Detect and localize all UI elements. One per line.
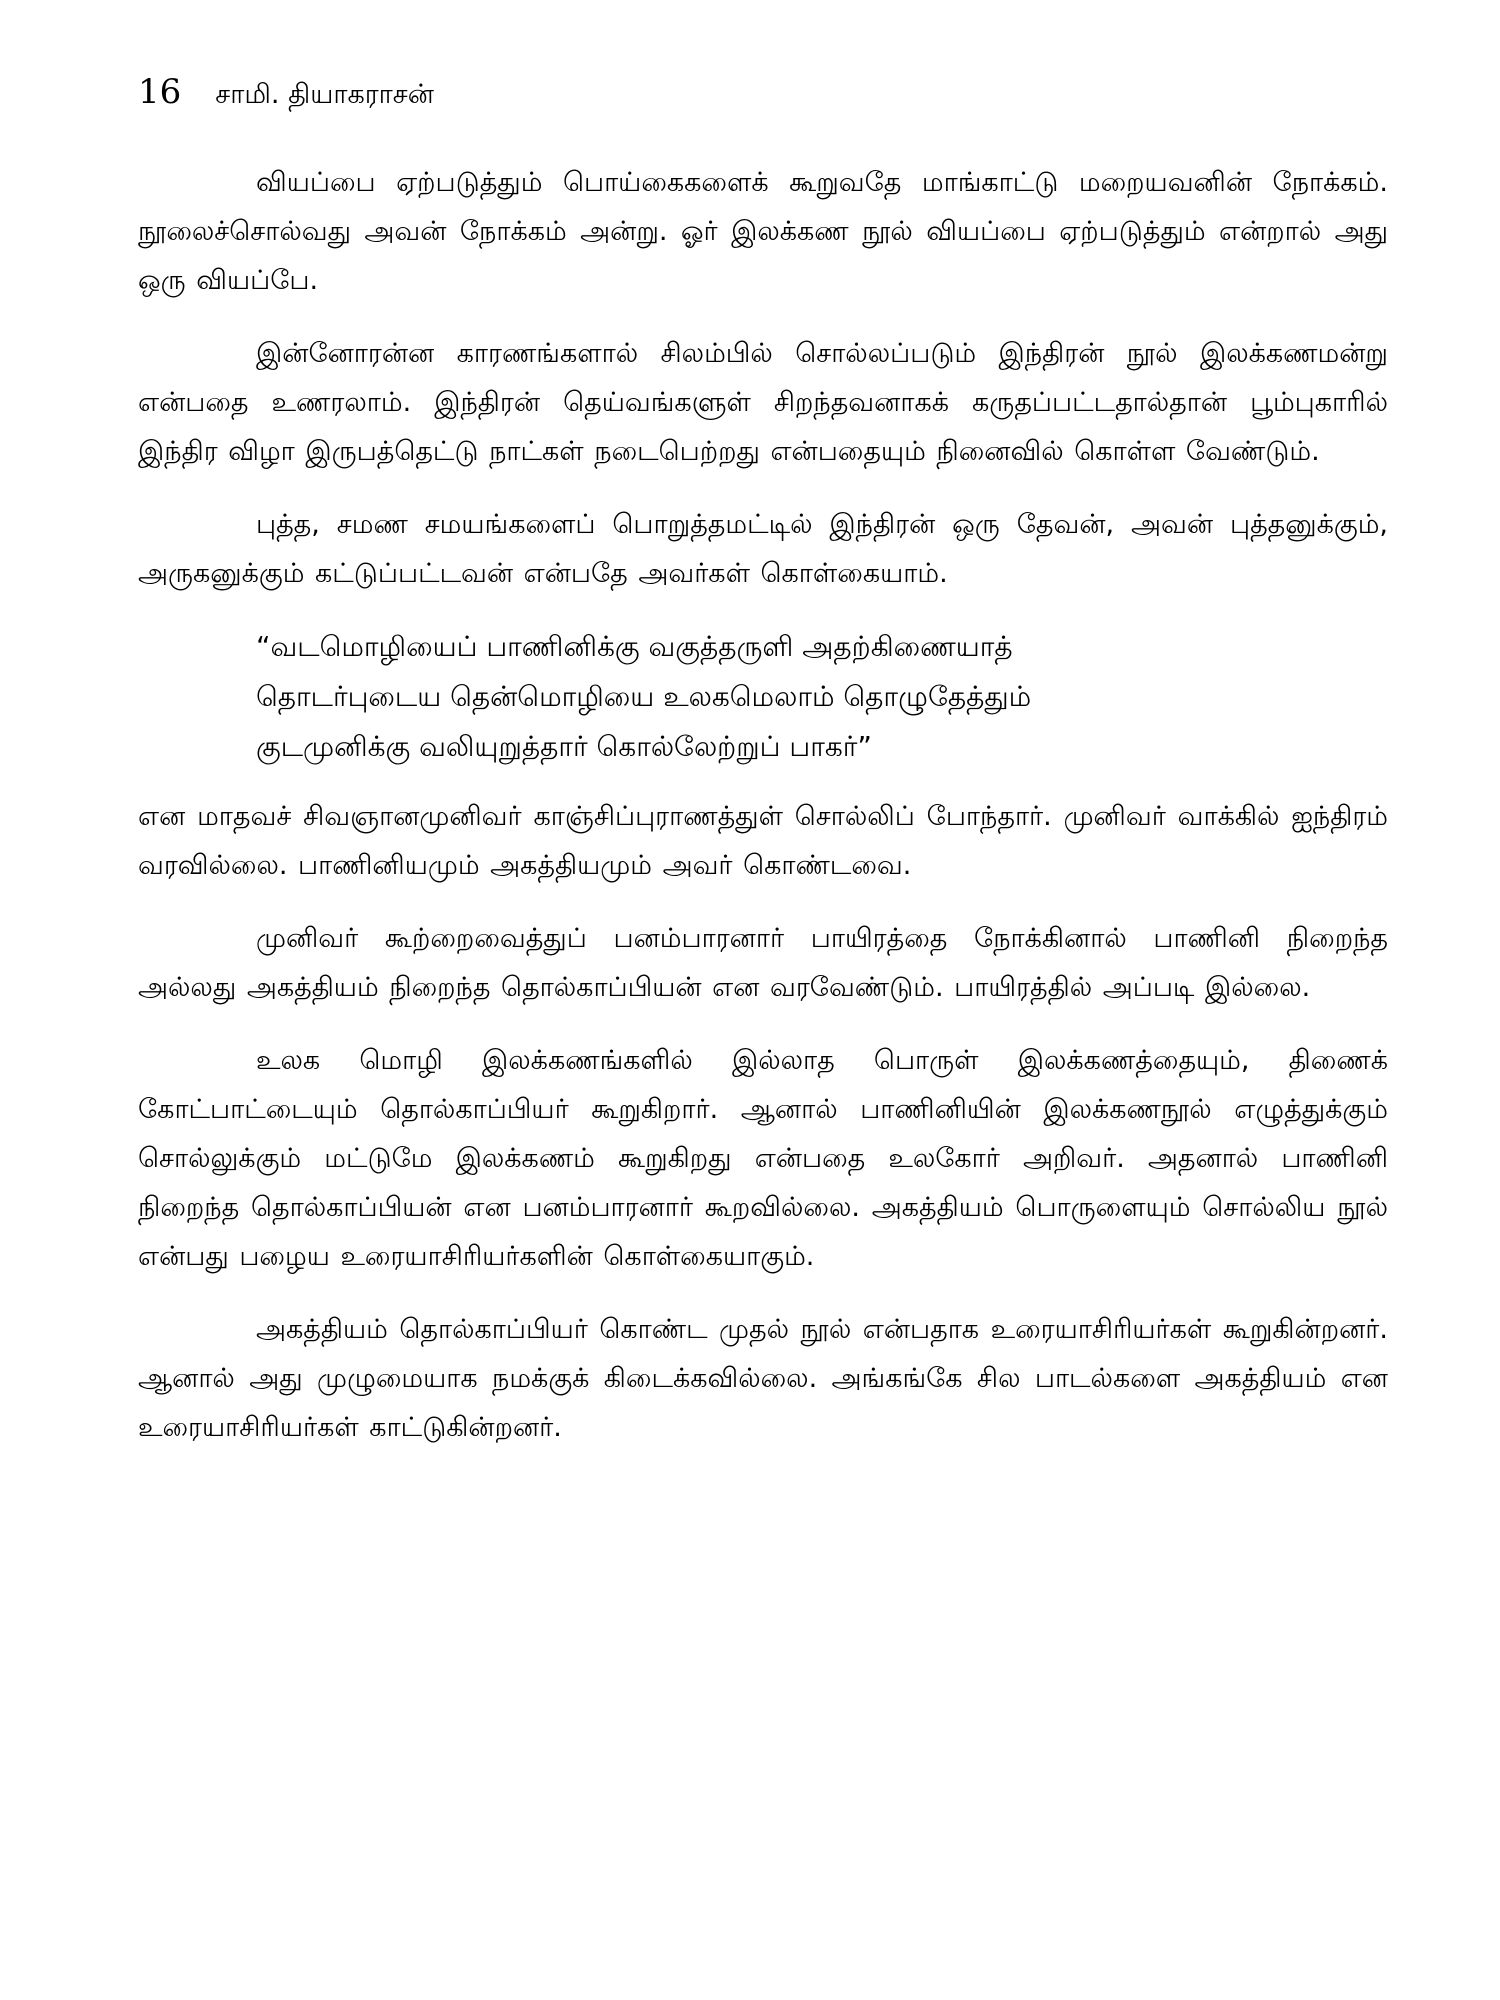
paragraph: புத்த, சமண சமயங்களைப் பொறுத்தமட்டில் இந்திரன் ஒரு தேவன், அவன் புத்தனுக்கும், அருகனுக்கும் கட்டுப்பட்டவன் என்பதே அவர்கள் கொள்கையாம்.	[138, 509, 1388, 589]
page-header	[138, 72, 434, 122]
running-head: சாமி. தியாகராசன்	[215, 79, 434, 110]
page-number: 16	[138, 72, 182, 112]
paragraph: அகத்தியம் தொல்காப்பியர் கொண்ட முதல் நூல் என்பதாக உரையாசிரியர்கள் கூறுகின்றனர். ஆனால் அது முழுமையாக நமக்குக் கிடைக்கவில்லை. அங்கங்கே சில பாடல்களை அகத்தியம் என உரையாசிரியர்கள் காட்டுகின்றனர்.	[138, 1314, 1388, 1443]
paragraph: இன்னோரன்ன காரணங்களால் சிலம்பில் சொல்லப்படும் இந்திரன் நூல் இலக்கணமன்று என்பதை உணரலாம். இந்திரன் தெய்வங்களுள் சிறந்தவனாகக் கருதப்பட்டதால்தான் பூம்புகாரில் இந்திர விழா இருபத்தெட்டு நாட்கள் நடைபெற்றது என்பதையும் நினைவில் கொள்ள வேண்டும்.	[138, 338, 1388, 467]
paragraph: உலக மொழி இலக்கணங்களில் இல்லாத பொருள் இலக்கணத்தையும், திணைக் கோட்பாட்டையும் தொல்காப்பியர் கூறுகிறார். ஆனால் பாணினியின் இலக்கணநூல் எழுத்துக்கும் சொல்லுக்கும் மட்டுமே இலக்கணம் கூறுகிறது என்பதை உலகோர் அறிவர். அதனால் பாணினி நிறைந்த தொல்காப்பியன் என பனம்பாரனார் கூறவில்லை. அகத்தியம் பொருளையும் சொல்லிய நூல் என்பது பழைய உரையாசிரியர்களின் கொள்கையாகும்.	[138, 1045, 1388, 1272]
paragraph: முனிவர் கூற்றைவைத்துப் பனம்பாரனார் பாயிரத்தை நோக்கினால் பாணினி நிறைந்த அல்லது அகத்தியம் நிறைந்த தொல்காப்பியன் என வரவேண்டும். பாயிரத்தில் அப்படி இல்லை.	[138, 923, 1388, 1003]
verse-line: தொடர்புடைய தென்மொழியை உலகமெலாம் தொழுதேத்தும்	[256, 680, 1032, 713]
verse-line: “வடமொழியைப் பாணினிக்கு வகுத்தருளி அதற்கிணையாத்	[256, 630, 1013, 663]
paragraph: வியப்பை ஏற்படுத்தும் பொய்கைகளைக் கூறுவதே மாங்காட்டு மறையவனின் நோக்கம். நூலைச்சொல்வது அவன் நோக்கம் அன்று. ஓர் இலக்கண நூல் வியப்பை ஏற்படுத்தும் என்றால் அது ஒரு வியப்பே.	[138, 167, 1388, 296]
page-body	[138, 158, 1388, 1476]
paragraph-after-verse: என மாதவச் சிவஞானமுனிவர் காஞ்சிப்புராணத்துள் சொல்லிப் போந்தார். முனிவர் வாக்கில் ஐந்திரம் வரவில்லை. பாணினியமும் அகத்தியமும் அவர் கொண்டவை.	[138, 801, 1388, 881]
verse-quote	[256, 622, 1388, 772]
verse-line: குடமுனிக்கு வலியுறுத்தார் கொல்லேற்றுப் பாகர்”	[256, 730, 872, 763]
